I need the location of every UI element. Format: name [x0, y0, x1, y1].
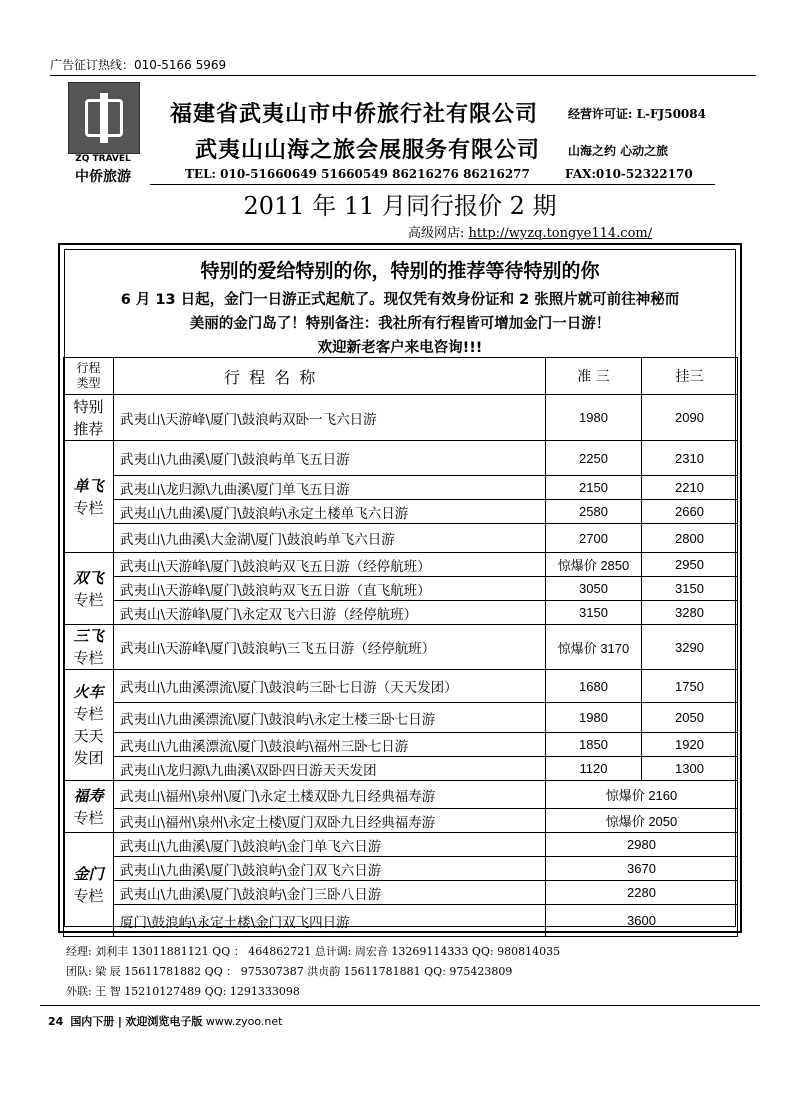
price-zhun: 1120 [546, 757, 642, 781]
contact-line-1: 经理: 刘利丰 13011881121 QQ ： 464862721 总计调: 周宏音 13269114333 QQ: 980814035 [66, 945, 561, 958]
route-price: 3670 [546, 857, 738, 881]
col-zhun-header: 准 三 [546, 358, 642, 395]
table-row [64, 781, 738, 809]
price-gua: 2660 [642, 500, 738, 524]
route-name: 武夷山\九曲溪\厦门\鼓浪屿\金门三卧八日游 [114, 881, 546, 905]
table-row [64, 733, 738, 757]
category-label: 专栏 [73, 886, 104, 905]
price-gua: 3150 [642, 577, 738, 601]
price-zhun: 惊爆价 2850 [546, 553, 642, 577]
license-number: 经营许可证: L-FJ50084 [568, 107, 706, 121]
category-label: 专栏 [73, 649, 104, 667]
price-gua: 2090 [642, 395, 738, 441]
table-row [64, 500, 738, 524]
price-gua: 2210 [642, 476, 738, 500]
table-row [64, 553, 738, 577]
page-footer [48, 1013, 282, 1029]
category-label: 推荐 [73, 419, 104, 438]
category-label: 专栏 [73, 590, 104, 609]
promo-line-3: 欢迎新老客户来电咨询!!! [317, 340, 483, 356]
price-gua: 3280 [642, 601, 738, 625]
route-name: 厦门\鼓浪屿\永定土楼\金门双飞四日游 [114, 905, 546, 937]
route-name: 武夷山\九曲溪\厦门\鼓浪屿\金门单飞六日游 [114, 833, 546, 857]
footer-tagline: 欢迎浏览电子版 [125, 1015, 203, 1028]
route-name: 武夷山\九曲溪漂流\厦门\鼓浪屿\永定土楼三卧七日游 [114, 703, 546, 733]
bottom-divider [40, 1005, 760, 1006]
col-gua-header: 挂三 [642, 358, 738, 395]
web-label: 高级网店: [408, 226, 469, 241]
contact-line-2: 团队: 梁 辰 15611781882 QQ ： 975307387 洪贞韵 15611781881 QQ: 975423809 [66, 965, 513, 978]
table-row [64, 625, 738, 670]
route-price: 3600 [546, 905, 738, 937]
price-zhun: 1850 [546, 733, 642, 757]
category-cell [64, 670, 114, 781]
telephone: TEL: 010-51660649 51660549 86216276 86216277 [185, 167, 530, 181]
price-gua: 2950 [642, 553, 738, 577]
category-cell [64, 781, 114, 833]
slogan: 山海之约 心动之旅 [568, 144, 669, 158]
price-table [63, 357, 738, 937]
category-label: 天天 [73, 727, 104, 745]
table-row [64, 395, 738, 441]
table-row [64, 601, 738, 625]
route-name: 武夷山\九曲溪\大金湖\厦门\鼓浪屿单飞六日游 [114, 524, 546, 553]
category-cell [64, 441, 114, 553]
route-price: 惊爆价 2160 [546, 781, 738, 809]
category-label: 双飞 [73, 568, 104, 587]
price-zhun: 3050 [546, 577, 642, 601]
table-row [64, 476, 738, 500]
table-row [64, 524, 738, 553]
table-row [64, 905, 738, 937]
table-row [64, 809, 738, 833]
route-name: 武夷山\龙归源\九曲溪\双卧四日游天天发团 [114, 757, 546, 781]
footer-separator: | [117, 1015, 122, 1028]
price-zhun: 2150 [546, 476, 642, 500]
price-zhun: 1680 [546, 670, 642, 703]
company-name-1: 福建省武夷山市中侨旅行社有限公司 [170, 101, 539, 127]
table-row [64, 703, 738, 733]
route-name: 武夷山\天游峰\厦门\鼓浪屿双飞五日游（直飞航班） [114, 577, 546, 601]
category-label: 金门 [73, 864, 104, 883]
web-store [408, 222, 652, 241]
top-divider [50, 75, 756, 76]
table-row [64, 857, 738, 881]
route-name: 武夷山\福州\泉州\厦门\永定土楼双卧九日经典福寿游 [114, 781, 546, 809]
category-cell [64, 395, 114, 441]
fax: FAX:010-52322170 [565, 167, 693, 181]
table-header-row [64, 358, 738, 395]
price-zhun: 惊爆价 3170 [546, 625, 642, 670]
logo-cn-text: 中侨旅游 [75, 169, 131, 185]
section-name: 国内下册 [70, 1015, 115, 1028]
route-name: 武夷山\九曲溪\厦门\鼓浪屿单飞五日游 [114, 441, 546, 476]
promo-headline: 特别的爱给特别的你，特别的推荐等待特别的你 [200, 260, 600, 282]
col-type-header: 行程类型 [64, 358, 114, 395]
col-name-header: 行 程 名 称 [114, 358, 546, 395]
price-zhun: 1980 [546, 395, 642, 441]
promo-line-1: 6 月 13 日起，金门一日游正式起航了。现仅凭有效身份证和 2 张照片就可前往神秘而 [120, 292, 680, 308]
table-row [64, 670, 738, 703]
price-zhun: 3150 [546, 601, 642, 625]
route-price: 2280 [546, 881, 738, 905]
category-cell [64, 625, 114, 670]
route-name: 武夷山\九曲溪\厦门\鼓浪屿\金门双飞六日游 [114, 857, 546, 881]
price-zhun: 2580 [546, 500, 642, 524]
price-gua: 2310 [642, 441, 738, 476]
logo-icon [68, 82, 140, 154]
price-gua: 1750 [642, 670, 738, 703]
route-name: 武夷山\天游峰\厦门\鼓浪屿双飞五日游（经停航班） [114, 553, 546, 577]
ad-hotline: 广告征订热线：010-5166 5969 [50, 58, 227, 72]
route-name: 武夷山\九曲溪漂流\厦门\鼓浪屿三卧七日游（天天发团） [114, 670, 546, 703]
price-zhun: 2250 [546, 441, 642, 476]
contact-line-3: 外联: 王 智 15210127489 QQ: 1291333098 [66, 985, 300, 998]
price-zhun: 1980 [546, 703, 642, 733]
promo-line-2: 美丽的金门岛了！特别备注：我社所有行程皆可增加金门一日游！ [189, 316, 611, 332]
table-row [64, 441, 738, 476]
route-name: 武夷山\九曲溪\厦门\鼓浪屿\永定土楼单飞六日游 [114, 500, 546, 524]
price-gua: 1300 [642, 757, 738, 781]
promo-text [70, 288, 730, 360]
company-logo [68, 82, 138, 185]
category-label: 三飞 [73, 627, 104, 645]
route-name: 武夷山\天游峰\厦门\鼓浪屿双卧一飞六日游 [114, 395, 546, 441]
route-price: 惊爆价 2050 [546, 809, 738, 833]
category-label: 特别 [73, 397, 104, 416]
category-label: 专栏 [73, 498, 104, 517]
table-row [64, 577, 738, 601]
route-name: 武夷山\福州\泉州\永定土楼\厦门双卧九日经典福寿游 [114, 809, 546, 833]
tel-divider [150, 184, 715, 185]
category-label: 发团 [73, 749, 104, 767]
category-cell [64, 833, 114, 937]
page-title: 2011 年 11 月同行报价 2 期 [243, 192, 557, 220]
price-zhun: 2700 [546, 524, 642, 553]
logo-en-text: ZQ TRAVEL [75, 154, 131, 164]
route-name: 武夷山\天游峰\厦门\永定双飞六日游（经停航班） [114, 601, 546, 625]
route-price: 2980 [546, 833, 738, 857]
price-gua: 2050 [642, 703, 738, 733]
page-number: 24 [48, 1015, 64, 1028]
route-name: 武夷山\天游峰\厦门\鼓浪屿\三飞五日游（经停航班） [114, 625, 546, 670]
route-name: 武夷山\龙归源\九曲溪\厦门单飞五日游 [114, 476, 546, 500]
footer-site-link[interactable]: www.zyoo.net [205, 1015, 283, 1028]
table-row [64, 833, 738, 857]
category-label: 专栏 [73, 808, 104, 827]
category-label: 火车 [73, 683, 104, 701]
category-label: 福寿 [73, 786, 104, 805]
price-gua: 1920 [642, 733, 738, 757]
category-label: 单飞 [73, 476, 104, 495]
table-row [64, 881, 738, 905]
company-name-2: 武夷山山海之旅会展服务有限公司 [195, 137, 541, 163]
category-label: 专栏 [73, 705, 104, 723]
table-row [64, 757, 738, 781]
route-name: 武夷山\九曲溪漂流\厦门\鼓浪屿\福州三卧七日游 [114, 733, 546, 757]
category-cell [64, 553, 114, 625]
web-url-link[interactable]: http://wyzq.tongye114.com/ [468, 226, 653, 241]
price-gua: 2800 [642, 524, 738, 553]
price-gua: 3290 [642, 625, 738, 670]
